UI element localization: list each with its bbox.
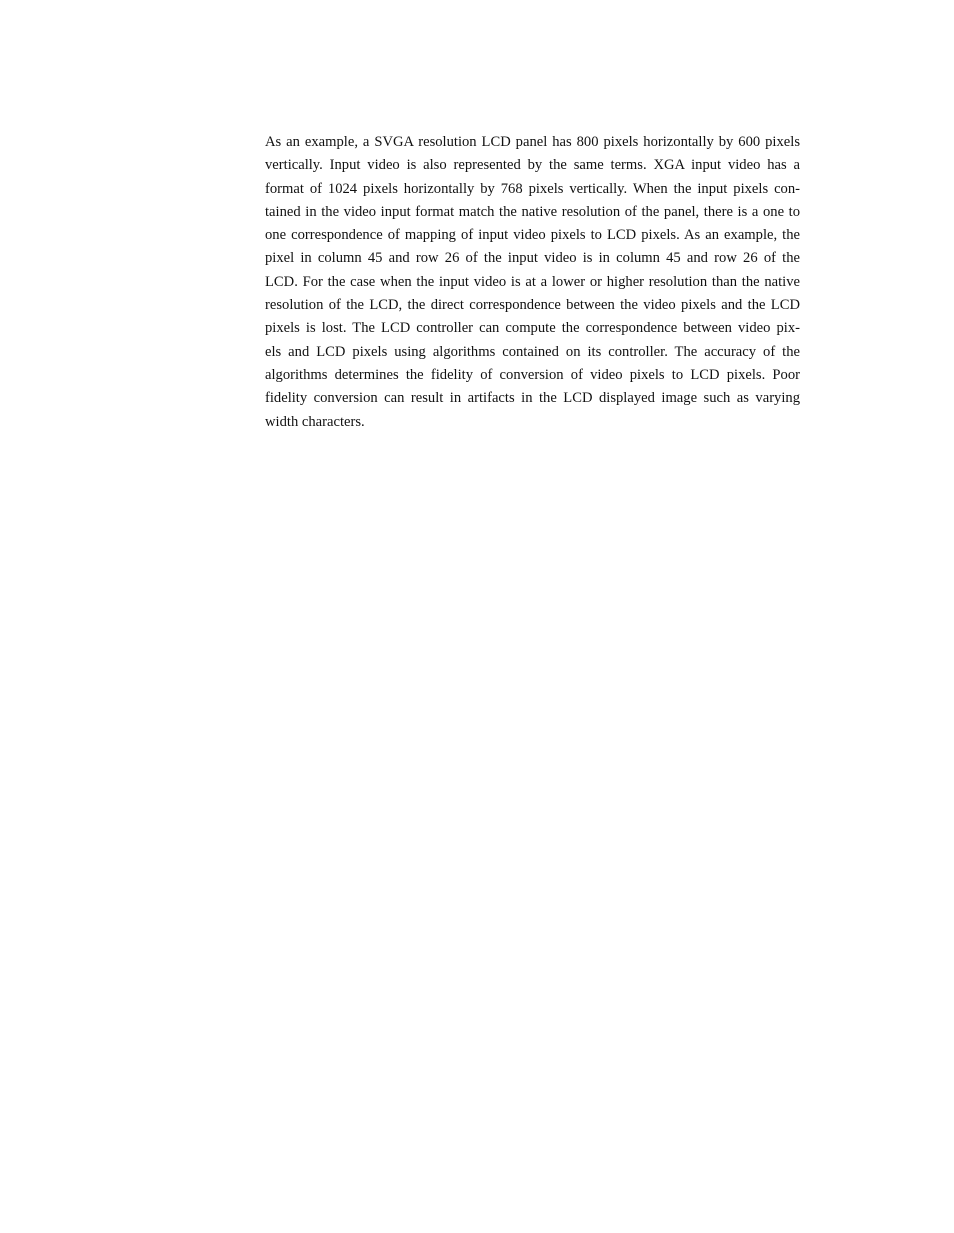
paragraph-line-5: one correspondence of mapping of input video pixels to LCD pixels. As an example, the — [265, 227, 800, 244]
paragraph-line-3: format of 1024 pixels horizontally by 768 pixels vertically. When the input pixels con- — [265, 180, 800, 197]
paragraph-line-10: els and LCD pixels using algorithms contained on its controller. The accuracy of the — [265, 343, 800, 360]
paragraph-line-6: pixel in column 45 and row 26 of the input video is in column 45 and row 26 of the — [265, 250, 800, 267]
paragraph-line-12: fidelity conversion can result in artifacts in the LCD displayed image such as varying — [265, 390, 800, 407]
paragraph-line-13: width characters. — [265, 413, 365, 430]
paragraph-line-7: LCD. For the case when the input video is at a lower or higher resolution than the native — [265, 273, 800, 290]
body-paragraph — [265, 131, 800, 434]
paragraph-line-2: vertically. Input video is also represented by the same terms. XGA input video has a — [265, 157, 800, 174]
paragraph-line-8: resolution of the LCD, the direct correspondence between the video pixels and the LCD — [265, 297, 800, 314]
paragraph-line-11: algorithms determines the fidelity of conversion of video pixels to LCD pixels. Poor — [265, 366, 800, 383]
paragraph-line-9: pixels is lost. The LCD controller can compute the correspondence between video pix- — [265, 320, 800, 337]
paragraph-line-1: As an example, a SVGA resolution LCD panel has 800 pixels horizontally by 600 pixels — [265, 134, 800, 150]
paragraph-line-4: tained in the video input format match the native resolution of the panel, there is a one to — [265, 203, 800, 220]
